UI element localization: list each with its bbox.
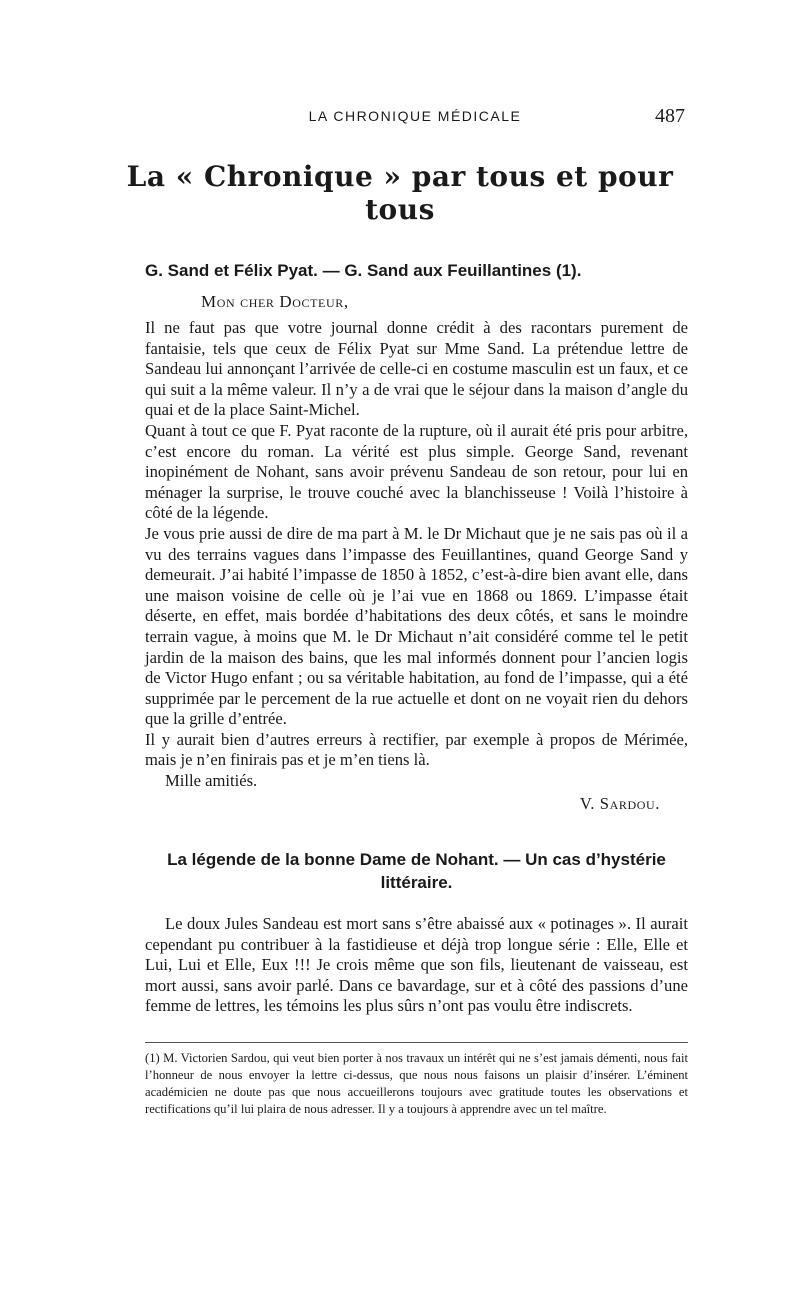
footnote: (1) M. Victorien Sardou, qui veut bien porter à nos travaux un intérêt qui ne s’est jamais démenti, nous fait l’honneur de nous envoyer la lettre ci-dessus, que nous nous faisons un plaisir d’insérer. L’éminent académicien ne doute pas que nous accueillerons toujours avec gratitude toutes les observations et rectifications qu’il lui plaira de nous adresser. Il y a toujours à apprendre avec un tel maître. [145,1051,688,1116]
running-head [145,105,685,130]
article-heading: G. Sand et Félix Pyat. — G. Sand aux Feuillantines (1). [145,261,582,280]
letter-paragraph: Quant à tout ce que F. Pyat raconte de la rupture, où il aurait été pris pour arbitre, c’est encore du roman. La vérité est plus simple. George Sand, revenant inopinément de Nohant, sans avoir prévenu Sandeau de son retour, pour lui en ménager la surprise, le trouve couché avec la blanchisseuse ! Voilà l’histoire à côté de la légende. [145,420,688,523]
letter-paragraph: Il ne faut pas que votre journal donne crédit à des racontars purement de fantaisie, tels que ceux de Félix Pyat sur Mme Sand. La prétendue lettre de Sandeau lui annonçant l’arrivée de celle-ci en costume masculin est un faux, et ce qui suit a la même valeur. Il n’y a de vrai que le séjour dans la maison d’angle du quai et de la place Saint-Michel. [145,318,688,420]
letter-paragraph: Il y aurait bien d’autres erreurs à rectifier, par exemple à propos de Mérimée, mais je n’en finirais pas et je m’en tiens là. [145,729,688,770]
letter-paragraph: Je vous prie aussi de dire de ma part à M. le Dr Michaut que je ne sais pas où il a vu des terrains vagues dans l’impasse des Feuillantines, quand George Sand y demeurait. J’ai habité l’impasse de 1850 à 1852, c’est-à-dire bien avant elle, dans une maison voisine de celle où je l’ai vue en 1868 ou 1869. L’impasse était déserte, en effet, mais bordée d’habitations des deux côtés, et sans le moindre terrain vague, à moins que M. le Dr Michaut n’ait considéré comme tel le petit jardin de la maison des bains, que les mal informés donnent pour l’ancien logis de Victor Hugo enfant ; ou sa véritable habitation, au fond de l’impasse, qui a été supprimée par le percement de la rue actuelle et dont on ne voyait rien du dehors que la grille d’entrée. [145,523,688,729]
page-number: 487 [655,105,685,127]
letter-closing: Mille amitiés. [165,771,258,791]
letter-signature: V. Sardou. [579,793,660,813]
article-sardou-letter [145,259,688,814]
footnote-divider [145,1042,688,1043]
article-heading: La légende de la bonne Dame de Nohant. — Un cas d’hystérie littéraire. [167,850,666,892]
article-paragraph: Le doux Jules Sandeau est mort sans s’être abaissé aux « potinages ». Il aurait cependant pu contribuer à la fastidieuse et déjà trop longue série : Elle, Elle et Lui, Lui et Elle, Eux !!! Je crois même que son fils, lieutenant de vaisseau, est mort aussi, sans avoir parlé. Dans ce bavardage, sur et à côté des passions d’une femme de lettres, les témoins les plus sûrs n’ont pas voulu être indiscrets. [145,914,688,1016]
article-legende-heading-block [145,848,688,894]
section-title: La « Chronique » par tous et pour tous [126,160,674,226]
salutation: Mon cher Docteur, [201,292,349,311]
running-title: LA CHRONIQUE MÉDICALE [308,108,522,124]
article-legende [145,914,688,1017]
